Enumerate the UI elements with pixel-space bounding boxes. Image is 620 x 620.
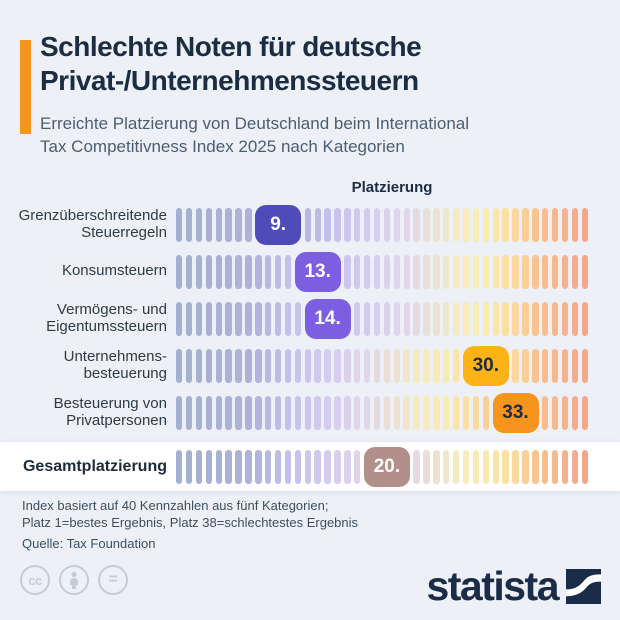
rank-tick — [532, 450, 538, 484]
rank-tick — [532, 255, 538, 289]
rank-tick — [502, 255, 508, 289]
rank-tick — [176, 349, 182, 383]
rank-tick — [275, 302, 281, 336]
rank-tick — [225, 208, 231, 242]
rank-tick — [443, 302, 449, 336]
rank-tick — [453, 302, 459, 336]
rank-tick — [483, 302, 489, 336]
rank-tick — [295, 302, 301, 336]
page-title — [40, 30, 610, 97]
rank-badge: 9. — [255, 205, 301, 245]
rank-strip — [176, 205, 588, 245]
no-derivatives-icon: = — [98, 565, 128, 595]
rank-tick — [285, 450, 291, 484]
rank-tick — [275, 255, 281, 289]
rank-tick — [463, 302, 469, 336]
rank-tick — [413, 396, 419, 430]
footnote-line-2: Platz 1=bestes Ergebnis, Platz 38=schlechtestes Ergebnis — [22, 515, 359, 531]
rank-tick — [493, 450, 499, 484]
rank-tick — [433, 349, 439, 383]
rank-tick — [265, 302, 271, 336]
rank-tick — [196, 396, 202, 430]
rank-tick — [552, 349, 558, 383]
rank-tick — [186, 208, 192, 242]
subtitle-line-1: Erreichte Platzierung von Deutschland beim International — [40, 114, 470, 133]
rank-tick — [404, 208, 410, 242]
rank-tick — [502, 208, 508, 242]
rank-tick — [206, 450, 212, 484]
category-label: Unternehmens- besteuerung — [63, 347, 167, 382]
rank-tick — [542, 302, 548, 336]
rank-tick — [463, 208, 469, 242]
rank-tick — [344, 349, 350, 383]
rank-tick — [423, 208, 429, 242]
rank-tick — [216, 302, 222, 336]
rank-tick — [384, 208, 390, 242]
rank-tick — [315, 208, 321, 242]
rank-tick — [453, 349, 459, 383]
rank-tick — [522, 302, 528, 336]
rank-tick — [413, 302, 419, 336]
rank-tick — [532, 349, 538, 383]
rank-tick — [522, 450, 528, 484]
rank-tick — [225, 255, 231, 289]
chart-rows — [0, 201, 620, 436]
cc-icon: cc — [20, 565, 50, 595]
rank-tick — [374, 302, 380, 336]
rank-tick — [443, 349, 449, 383]
statista-logo-icon — [566, 569, 601, 604]
rank-tick — [186, 255, 192, 289]
rank-tick — [394, 255, 400, 289]
rank-tick — [394, 302, 400, 336]
rank-tick — [235, 450, 241, 484]
page-subtitle — [40, 113, 610, 159]
rank-tick — [354, 302, 360, 336]
rank-tick — [245, 396, 251, 430]
rank-tick — [512, 302, 518, 336]
chart-row — [0, 295, 620, 342]
rank-tick — [265, 450, 271, 484]
rank-tick — [314, 450, 320, 484]
rank-tick — [572, 255, 578, 289]
rank-tick — [582, 255, 588, 289]
rank-tick — [285, 302, 291, 336]
rank-tick — [443, 450, 449, 484]
rank-tick — [225, 349, 231, 383]
rank-tick — [216, 208, 222, 242]
rank-tick — [423, 255, 429, 289]
rank-tick — [473, 396, 479, 430]
rank-tick — [502, 450, 508, 484]
rank-tick — [423, 450, 429, 484]
rank-tick — [552, 450, 558, 484]
footnote-line-1: Index basiert auf 40 Kennzahlen aus fünf Kategorien; — [22, 498, 329, 513]
rank-tick — [275, 450, 281, 484]
rank-tick — [542, 255, 548, 289]
chart-row — [0, 201, 620, 248]
rank-tick — [413, 208, 419, 242]
rank-tick — [186, 302, 192, 336]
chart-row — [0, 442, 620, 491]
rank-tick — [245, 349, 251, 383]
chart-row — [0, 389, 620, 436]
rank-tick — [196, 255, 202, 289]
rank-tick — [562, 255, 568, 289]
rank-tick — [443, 208, 449, 242]
rank-tick — [265, 396, 271, 430]
rank-tick — [473, 450, 479, 484]
rank-tick — [324, 208, 330, 242]
rank-tick — [176, 255, 182, 289]
rank-tick — [572, 208, 578, 242]
rank-tick — [542, 450, 548, 484]
rank-badge: 30. — [463, 346, 509, 386]
rank-tick — [512, 208, 518, 242]
rank-tick — [235, 208, 241, 242]
rank-tick — [473, 255, 479, 289]
rank-tick — [305, 208, 311, 242]
chart-row — [0, 342, 620, 389]
rank-badge: 33. — [493, 393, 539, 433]
rank-tick — [265, 255, 271, 289]
rank-tick — [413, 450, 419, 484]
rank-tick — [413, 349, 419, 383]
rank-tick — [562, 208, 568, 242]
rank-tick — [453, 255, 459, 289]
statista-logo — [426, 563, 601, 609]
rank-tick — [245, 302, 251, 336]
rank-tick — [562, 396, 568, 430]
rank-tick — [265, 349, 271, 383]
rank-tick — [295, 450, 301, 484]
rank-tick — [374, 255, 380, 289]
rank-tick — [186, 396, 192, 430]
rank-tick — [275, 349, 281, 383]
rank-tick — [572, 349, 578, 383]
rank-tick — [206, 396, 212, 430]
rank-tick — [512, 349, 518, 383]
rank-tick — [295, 349, 301, 383]
rank-tick — [364, 255, 370, 289]
rank-tick — [473, 208, 479, 242]
rank-tick — [354, 396, 360, 430]
rank-tick — [334, 396, 340, 430]
rank-tick — [334, 208, 340, 242]
rank-tick — [384, 302, 390, 336]
rank-tick — [344, 450, 350, 484]
rank-tick — [493, 208, 499, 242]
rank-tick — [582, 302, 588, 336]
rank-tick — [344, 396, 350, 430]
rank-tick — [255, 349, 261, 383]
rank-tick — [364, 349, 370, 383]
overall-rank-band — [0, 442, 620, 491]
rank-tick — [354, 450, 360, 484]
rank-tick — [225, 396, 231, 430]
rank-badge: 14. — [305, 299, 351, 339]
rank-tick — [493, 255, 499, 289]
rank-tick — [176, 208, 182, 242]
rank-tick — [542, 349, 548, 383]
attribution-person-icon — [59, 565, 89, 595]
rank-tick — [394, 208, 400, 242]
rank-tick — [582, 450, 588, 484]
rank-tick — [473, 302, 479, 336]
rank-tick — [196, 450, 202, 484]
category-label: Besteuerung von Privatpersonen — [53, 394, 167, 429]
rank-tick — [423, 349, 429, 383]
rank-tick — [324, 396, 330, 430]
rank-tick — [176, 450, 182, 484]
rank-tick — [433, 208, 439, 242]
rank-tick — [483, 450, 489, 484]
rank-tick — [245, 255, 251, 289]
rank-tick — [562, 349, 568, 383]
title-line-2: Privat-/Unternehmenssteuern — [40, 64, 419, 96]
rank-tick — [305, 396, 311, 430]
rank-strip — [176, 346, 588, 386]
rank-tick — [394, 396, 400, 430]
rank-tick — [404, 255, 410, 289]
subtitle-line-2: Tax Competitivness Index 2025 nach Kategorien — [40, 136, 405, 156]
rank-tick — [295, 396, 301, 430]
rank-strip — [176, 252, 588, 292]
rank-strip — [176, 299, 588, 339]
rank-tick — [235, 349, 241, 383]
rank-tick — [483, 255, 489, 289]
rank-tick — [542, 396, 548, 430]
rank-tick — [483, 208, 489, 242]
rank-badge: 20. — [364, 447, 410, 487]
rank-tick — [572, 396, 578, 430]
rank-tick — [196, 208, 202, 242]
rank-tick — [552, 255, 558, 289]
rank-tick — [453, 396, 459, 430]
rank-tick — [532, 208, 538, 242]
rank-tick — [542, 208, 548, 242]
rank-tick — [552, 396, 558, 430]
rank-strip — [176, 447, 588, 487]
rank-tick — [522, 208, 528, 242]
rank-tick — [324, 349, 330, 383]
title-line-1: Schlechte Noten für deutsche — [40, 31, 422, 62]
rank-tick — [314, 349, 320, 383]
rank-tick — [433, 396, 439, 430]
rank-tick — [354, 349, 360, 383]
rank-tick — [275, 396, 281, 430]
rank-tick — [374, 396, 380, 430]
rank-tick — [245, 208, 251, 242]
rank-tick — [364, 302, 370, 336]
rank-tick — [582, 396, 588, 430]
rank-tick — [206, 349, 212, 383]
rank-tick — [522, 349, 528, 383]
rank-tick — [255, 450, 261, 484]
rank-tick — [344, 255, 350, 289]
rank-tick — [216, 396, 222, 430]
rank-tick — [225, 302, 231, 336]
rank-tick — [582, 349, 588, 383]
rank-tick — [562, 450, 568, 484]
rank-tick — [404, 302, 410, 336]
rank-tick — [502, 302, 508, 336]
chart-row — [0, 248, 620, 295]
rank-tick — [512, 255, 518, 289]
rank-tick — [364, 208, 370, 242]
rank-tick — [235, 255, 241, 289]
category-label: Konsumsteuern — [61, 262, 167, 280]
rank-tick — [562, 302, 568, 336]
rank-tick — [572, 302, 578, 336]
rank-tick — [206, 208, 212, 242]
rank-tick — [374, 349, 380, 383]
title-accent-bar — [20, 40, 31, 134]
rank-tick — [364, 396, 370, 430]
rank-tick — [433, 450, 439, 484]
rank-tick — [384, 349, 390, 383]
rank-tick — [235, 396, 241, 430]
rank-tick — [235, 302, 241, 336]
rank-tick — [443, 396, 449, 430]
rank-tick — [216, 255, 222, 289]
rank-tick — [216, 450, 222, 484]
rank-tick — [305, 450, 311, 484]
rank-tick — [433, 302, 439, 336]
rank-tick — [285, 255, 291, 289]
rank-tick — [344, 208, 350, 242]
rank-tick — [354, 208, 360, 242]
rank-tick — [453, 450, 459, 484]
rank-tick — [196, 349, 202, 383]
rank-tick — [176, 302, 182, 336]
rank-tick — [206, 302, 212, 336]
rank-tick — [512, 450, 518, 484]
rank-tick — [463, 396, 469, 430]
rank-tick — [196, 302, 202, 336]
statista-wordmark: statista — [426, 563, 558, 609]
rank-tick — [225, 450, 231, 484]
rank-tick — [285, 349, 291, 383]
footnote — [22, 497, 358, 531]
rank-tick — [493, 302, 499, 336]
rank-tick — [334, 349, 340, 383]
rank-tick — [285, 396, 291, 430]
rank-tick — [206, 255, 212, 289]
rank-tick — [245, 450, 251, 484]
overall-row-container — [0, 442, 620, 491]
rank-tick — [413, 255, 419, 289]
rank-tick — [463, 255, 469, 289]
rank-strip — [176, 393, 588, 433]
rank-tick — [186, 349, 192, 383]
rank-tick — [403, 396, 409, 430]
rank-tick — [324, 450, 330, 484]
category-label: Vermögens- und Eigentumssteuern — [46, 300, 167, 335]
rank-tick — [314, 396, 320, 430]
rank-tick — [423, 302, 429, 336]
category-label: Gesamtplatzierung — [22, 457, 167, 475]
rank-tick — [255, 396, 261, 430]
rank-tick — [186, 450, 192, 484]
source-line: Quelle: Tax Foundation — [22, 536, 156, 551]
rank-badge: 13. — [295, 252, 341, 292]
rank-tick — [334, 450, 340, 484]
rank-tick — [453, 208, 459, 242]
rank-tick — [522, 255, 528, 289]
rank-tick — [433, 255, 439, 289]
rank-tick — [384, 396, 390, 430]
rank-tick — [552, 208, 558, 242]
rank-tick — [354, 255, 360, 289]
rank-tick — [305, 349, 311, 383]
rank-tick — [423, 396, 429, 430]
license-icons — [20, 565, 128, 595]
rank-tick — [483, 396, 489, 430]
rank-tick — [255, 255, 261, 289]
rank-tick — [403, 349, 409, 383]
rank-tick — [176, 396, 182, 430]
rank-tick — [463, 450, 469, 484]
rank-tick — [384, 255, 390, 289]
rank-tick — [532, 302, 538, 336]
category-label: Grenzüberschreitende Steuerregeln — [18, 206, 167, 241]
rank-tick — [255, 302, 261, 336]
axis-label: Platzierung — [351, 179, 433, 196]
rank-tick — [394, 349, 400, 383]
rank-tick — [552, 302, 558, 336]
rank-tick — [443, 255, 449, 289]
rank-tick — [572, 450, 578, 484]
rank-tick — [216, 349, 222, 383]
rank-tick — [374, 208, 380, 242]
rank-tick — [582, 208, 588, 242]
